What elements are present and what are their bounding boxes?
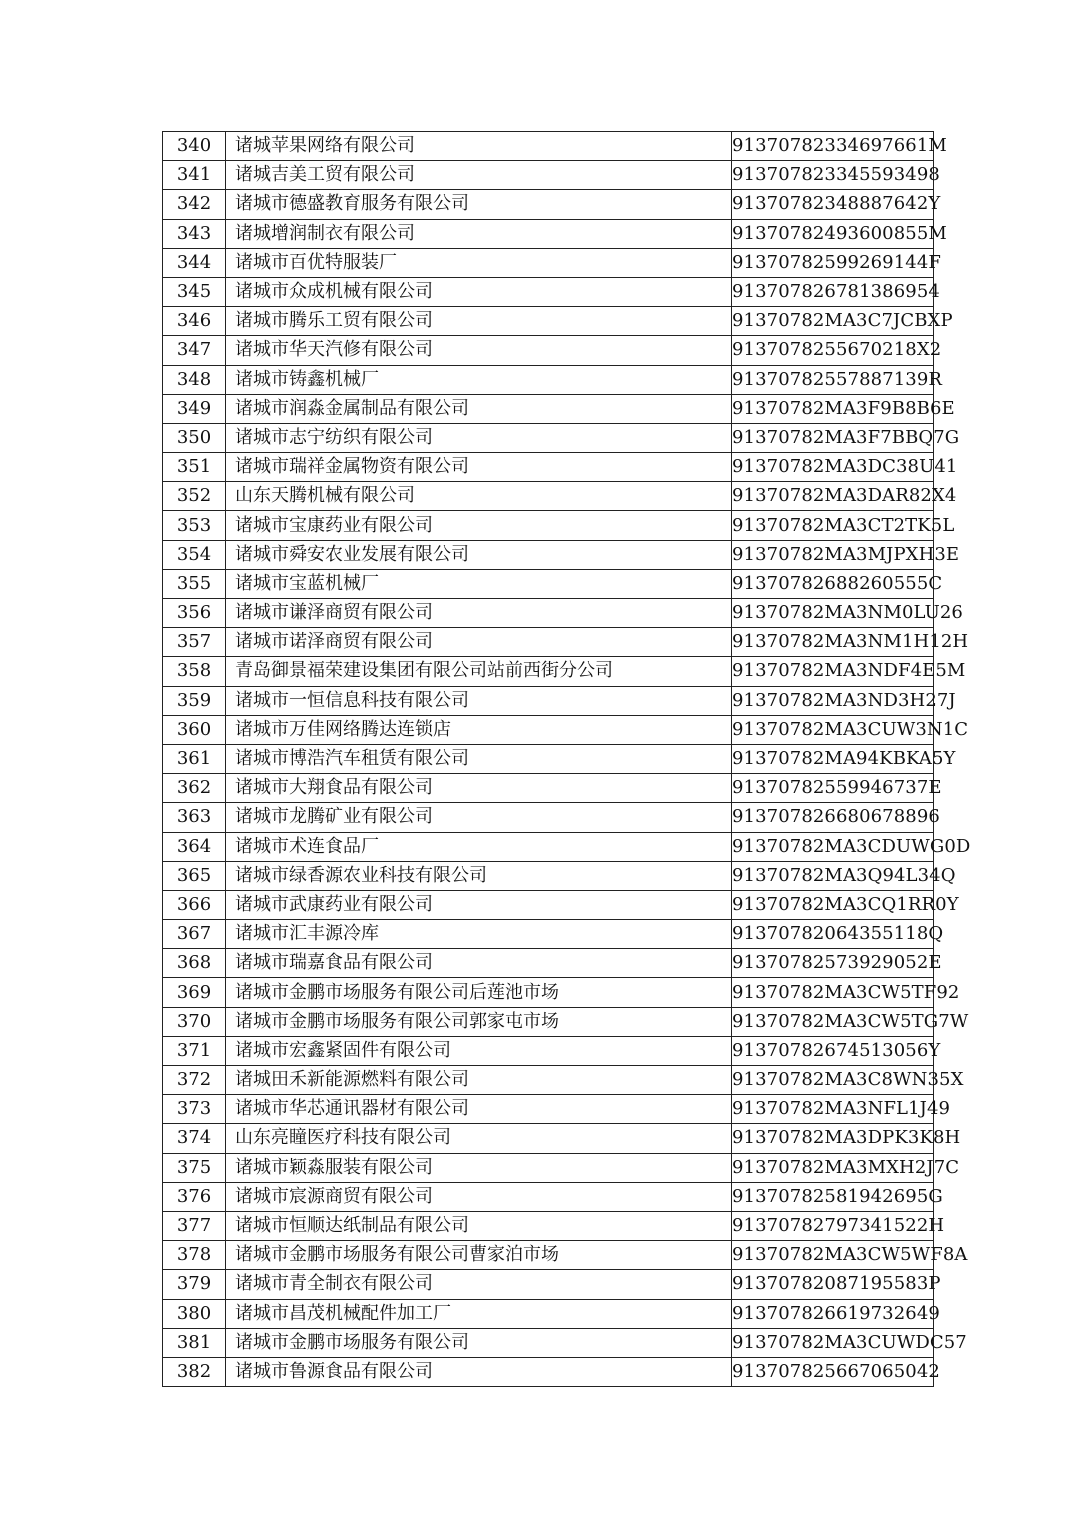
company-name-cell: 诸城市百优特服装厂 xyxy=(226,248,732,277)
row-number-cell: 347 xyxy=(163,336,226,365)
row-number-cell: 373 xyxy=(163,1095,226,1124)
company-name-cell: 诸城市颖淼服装有限公司 xyxy=(226,1153,732,1182)
company-name-cell: 诸城市金鹏市场服务有限公司郭家屯市场 xyxy=(226,1007,732,1036)
table-row xyxy=(163,715,934,744)
row-number-cell: 348 xyxy=(163,365,226,394)
company-name-cell: 诸城市铸鑫机械厂 xyxy=(226,365,732,394)
table-row xyxy=(163,453,934,482)
row-number-cell: 367 xyxy=(163,920,226,949)
row-number-cell: 345 xyxy=(163,277,226,306)
company-name-cell: 诸城市博浩汽车租赁有限公司 xyxy=(226,744,732,773)
row-number-cell: 346 xyxy=(163,307,226,336)
table-row xyxy=(163,657,934,686)
row-number-cell: 359 xyxy=(163,686,226,715)
credit-code-cell: 91370782MA3CQ1RR0Y xyxy=(732,890,934,919)
credit-code-cell: 913707826781386954 xyxy=(732,277,934,306)
credit-code-cell: 91370782MA3DC38U41 xyxy=(732,453,934,482)
credit-code-cell: 91370782557887139R xyxy=(732,365,934,394)
table-row xyxy=(163,1357,934,1386)
table-row xyxy=(163,920,934,949)
row-number-cell: 352 xyxy=(163,482,226,511)
table-row xyxy=(163,1007,934,1036)
credit-code-cell: 91370782MA3CDUWG0D xyxy=(732,832,934,861)
credit-code-cell: 91370782MA3F9B8B6E xyxy=(732,394,934,423)
credit-code-cell: 91370782MA3C7JCBXP xyxy=(732,307,934,336)
row-number-cell: 368 xyxy=(163,949,226,978)
row-number-cell: 378 xyxy=(163,1241,226,1270)
table-row xyxy=(163,132,934,161)
credit-code-cell: 91370782MA3MJPXH3E xyxy=(732,540,934,569)
row-number-cell: 381 xyxy=(163,1328,226,1357)
company-name-cell: 诸城市腾乐工贸有限公司 xyxy=(226,307,732,336)
company-name-cell: 诸城市谦泽商贸有限公司 xyxy=(226,599,732,628)
company-name-cell: 诸城市瑞嘉食品有限公司 xyxy=(226,949,732,978)
row-number-cell: 363 xyxy=(163,803,226,832)
row-number-cell: 354 xyxy=(163,540,226,569)
credit-code-cell: 91370782MA3MXH2J7C xyxy=(732,1153,934,1182)
table-row xyxy=(163,540,934,569)
row-number-cell: 357 xyxy=(163,628,226,657)
company-registry-table xyxy=(162,131,971,1387)
company-name-cell: 山东天腾机械有限公司 xyxy=(226,482,732,511)
credit-code-cell: 91370782064355118Q xyxy=(732,920,934,949)
row-number-cell: 372 xyxy=(163,1066,226,1095)
company-name-cell: 诸城苹果网络有限公司 xyxy=(226,132,732,161)
credit-code-cell: 91370782348887642Y xyxy=(732,190,934,219)
credit-code-cell: 91370782MA3C8WN35X xyxy=(732,1066,934,1095)
table-row xyxy=(163,1241,934,1270)
row-number-cell: 380 xyxy=(163,1299,226,1328)
credit-code-cell: 913707826680678896 xyxy=(732,803,934,832)
table-row xyxy=(163,803,934,832)
row-number-cell: 343 xyxy=(163,219,226,248)
row-number-cell: 364 xyxy=(163,832,226,861)
credit-code-cell: 91370782MA3CW5TG7W xyxy=(732,1007,934,1036)
credit-code-cell: 913707826619732649 xyxy=(732,1299,934,1328)
table-row xyxy=(163,832,934,861)
company-name-cell: 诸城市昌茂机械配件加工厂 xyxy=(226,1299,732,1328)
table-row xyxy=(163,423,934,452)
company-name-cell: 诸城市华天汽修有限公司 xyxy=(226,336,732,365)
table-row xyxy=(163,219,934,248)
table-row xyxy=(163,628,934,657)
row-number-cell: 340 xyxy=(163,132,226,161)
table-row xyxy=(163,599,934,628)
table-row xyxy=(163,161,934,190)
credit-code-cell: 91370782MA94KBKA5Y xyxy=(732,744,934,773)
table-row xyxy=(163,1036,934,1065)
table-row xyxy=(163,1270,934,1299)
row-number-cell: 355 xyxy=(163,569,226,598)
company-name-cell: 诸城市青全制衣有限公司 xyxy=(226,1270,732,1299)
credit-code-cell: 91370782MA3CW5TF92 xyxy=(732,978,934,1007)
company-name-cell: 诸城市诺泽商贸有限公司 xyxy=(226,628,732,657)
table-row xyxy=(163,482,934,511)
credit-code-cell: 91370782674513056Y xyxy=(732,1036,934,1065)
company-name-cell: 诸城市德盛教育服务有限公司 xyxy=(226,190,732,219)
company-name-cell: 诸城市志宁纺织有限公司 xyxy=(226,423,732,452)
credit-code-cell: 91370782559946737E xyxy=(732,774,934,803)
row-number-cell: 349 xyxy=(163,394,226,423)
registry-table-body xyxy=(163,132,971,1387)
row-number-cell: 371 xyxy=(163,1036,226,1065)
row-number-cell: 365 xyxy=(163,861,226,890)
credit-code-cell: 91370782MA3CUW3N1C xyxy=(732,715,934,744)
table-row xyxy=(163,307,934,336)
company-name-cell: 诸城市鲁源食品有限公司 xyxy=(226,1357,732,1386)
credit-code-cell: 91370782334697661M xyxy=(732,132,934,161)
row-number-cell: 374 xyxy=(163,1124,226,1153)
table-row xyxy=(163,277,934,306)
table-row xyxy=(163,1153,934,1182)
credit-code-cell: 91370782797341522H xyxy=(732,1211,934,1240)
row-number-cell: 362 xyxy=(163,774,226,803)
table-row xyxy=(163,1124,934,1153)
company-name-cell: 诸城市金鹏市场服务有限公司后莲池市场 xyxy=(226,978,732,1007)
company-name-cell: 诸城田禾新能源燃料有限公司 xyxy=(226,1066,732,1095)
credit-code-cell: 91370782MA3Q94L34Q xyxy=(732,861,934,890)
company-name-cell: 诸城市汇丰源冷库 xyxy=(226,920,732,949)
company-name-cell: 诸城市一恒信息科技有限公司 xyxy=(226,686,732,715)
table-row xyxy=(163,949,934,978)
company-name-cell: 诸城市众成机械有限公司 xyxy=(226,277,732,306)
company-name-cell: 诸城市润淼金属制品有限公司 xyxy=(226,394,732,423)
table-row xyxy=(163,744,934,773)
row-number-cell: 360 xyxy=(163,715,226,744)
table-row xyxy=(163,336,934,365)
credit-code-cell: 91370782MA3F7BBQ7G xyxy=(732,423,934,452)
row-number-cell: 379 xyxy=(163,1270,226,1299)
company-name-cell: 诸城市宝康药业有限公司 xyxy=(226,511,732,540)
company-name-cell: 诸城市金鹏市场服务有限公司曹家泊市场 xyxy=(226,1241,732,1270)
credit-code-cell: 91370782556702​18X2 xyxy=(732,336,934,365)
row-number-cell: 369 xyxy=(163,978,226,1007)
company-name-cell: 诸城市华芯通讯器材有限公司 xyxy=(226,1095,732,1124)
credit-code-cell: 91370782581942695G xyxy=(732,1182,934,1211)
row-number-cell: 366 xyxy=(163,890,226,919)
company-name-cell: 诸城市龙腾矿业有限公司 xyxy=(226,803,732,832)
row-number-cell: 358 xyxy=(163,657,226,686)
table-row xyxy=(163,190,934,219)
credit-code-cell: 91370782MA3NDF4E5M xyxy=(732,657,934,686)
credit-code-cell: 91370782MA3NFL1J49 xyxy=(732,1095,934,1124)
table-row xyxy=(163,511,934,540)
credit-code-cell: 91370782MA3CT2TK5L xyxy=(732,511,934,540)
table-row xyxy=(163,394,934,423)
row-number-cell: 353 xyxy=(163,511,226,540)
credit-code-cell: 91370782599269144F xyxy=(732,248,934,277)
row-number-cell: 361 xyxy=(163,744,226,773)
credit-code-cell: 91370782MA3NM0LU26 xyxy=(732,599,934,628)
table-row xyxy=(163,248,934,277)
table-row xyxy=(163,1095,934,1124)
table-row xyxy=(163,1328,934,1357)
row-number-cell: 375 xyxy=(163,1153,226,1182)
row-number-cell: 344 xyxy=(163,248,226,277)
credit-code-cell: 91370782573929052E xyxy=(732,949,934,978)
credit-code-cell: 91370782MA3DAR82X4 xyxy=(732,482,934,511)
company-name-cell: 诸城市恒顺达纸制品有限公司 xyxy=(226,1211,732,1240)
table-row xyxy=(163,1182,934,1211)
company-name-cell: 诸城市术连食品厂 xyxy=(226,832,732,861)
company-name-cell: 诸城市舜安农业发展有限公司 xyxy=(226,540,732,569)
company-name-cell: 青岛御景福荣建设集团有限公司站前西街分公司 xyxy=(226,657,732,686)
table-row xyxy=(163,1299,934,1328)
company-name-cell: 诸城市宝蓝机械厂 xyxy=(226,569,732,598)
row-number-cell: 351 xyxy=(163,453,226,482)
credit-code-cell: 91370782MA3ND3H27J xyxy=(732,686,934,715)
company-name-cell: 诸城吉美工贸有限公司 xyxy=(226,161,732,190)
company-name-cell: 诸城市金鹏市场服务有限公司 xyxy=(226,1328,732,1357)
table-row xyxy=(163,569,934,598)
company-name-cell: 诸城市万佳网络腾达连锁店 xyxy=(226,715,732,744)
table-row xyxy=(163,1066,934,1095)
row-number-cell: 342 xyxy=(163,190,226,219)
credit-code-cell: 91370782MA3CUWDC57 xyxy=(732,1328,934,1357)
row-number-cell: 382 xyxy=(163,1357,226,1386)
row-number-cell: 370 xyxy=(163,1007,226,1036)
credit-code-cell: 91370782087195583P xyxy=(732,1270,934,1299)
table-row xyxy=(163,890,934,919)
table-row xyxy=(163,978,934,1007)
table-row xyxy=(163,1211,934,1240)
company-name-cell: 诸城市宏鑫紧固件有限公司 xyxy=(226,1036,732,1065)
table-row xyxy=(163,774,934,803)
row-number-cell: 356 xyxy=(163,599,226,628)
table-row xyxy=(163,365,934,394)
row-number-cell: 376 xyxy=(163,1182,226,1211)
row-number-cell: 377 xyxy=(163,1211,226,1240)
company-name-cell: 诸城市大翔食品有限公司 xyxy=(226,774,732,803)
table-row xyxy=(163,686,934,715)
company-name-cell: 山东亮瞳医疗科技有限公司 xyxy=(226,1124,732,1153)
credit-code-cell: 91370782493600855M xyxy=(732,219,934,248)
credit-code-cell: 91370782MA3NM1H12H xyxy=(732,628,934,657)
credit-code-cell: 91370782MA3CW5WF8A xyxy=(732,1241,934,1270)
table-row xyxy=(163,861,934,890)
row-number-cell: 341 xyxy=(163,161,226,190)
credit-code-cell: 91370782MA3DPK3K8H xyxy=(732,1124,934,1153)
credit-code-cell: 913707823345593498 xyxy=(732,161,934,190)
company-name-cell: 诸城市武康药业有限公司 xyxy=(226,890,732,919)
company-name-cell: 诸城市瑞祥金属物资有限公司 xyxy=(226,453,732,482)
company-name-cell: 诸城市宸源商贸有限公司 xyxy=(226,1182,732,1211)
credit-code-cell: 91370782688260555C xyxy=(732,569,934,598)
row-number-cell: 350 xyxy=(163,423,226,452)
credit-code-cell: 913707825667065042 xyxy=(732,1357,934,1386)
company-name-cell: 诸城市绿香源农业科技有限公司 xyxy=(226,861,732,890)
company-name-cell: 诸城增润制衣有限公司 xyxy=(226,219,732,248)
